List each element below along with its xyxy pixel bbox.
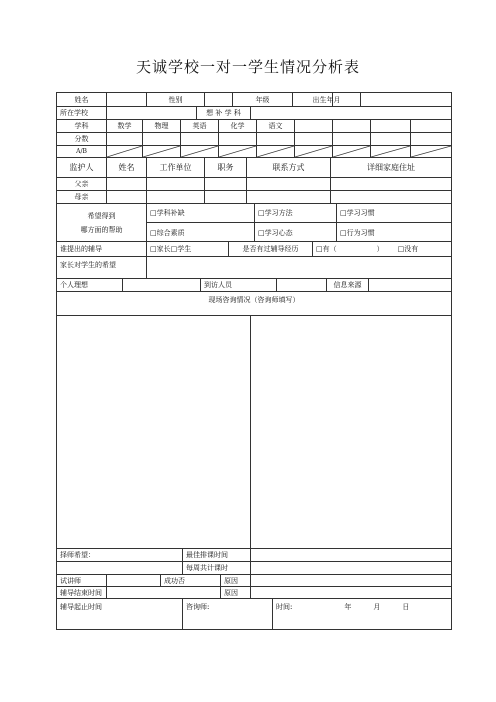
row-consult-header — [57, 292, 451, 316]
ab-cell-diagonal[interactable] — [257, 146, 295, 157]
label-subjects-wanted: 想 补 学 科 — [197, 107, 251, 119]
checkbox-study-mindset[interactable]: □学习心态 — [255, 223, 337, 242]
label-parent-hope: 家长对学生的希望 — [57, 257, 147, 278]
field-reason-1[interactable] — [251, 575, 451, 586]
label-reason-1: 原因 — [221, 575, 251, 586]
row-end-time — [57, 587, 451, 599]
date-block — [273, 599, 451, 629]
consult-header: 现场咨询情况（咨询师填写） — [208, 296, 300, 304]
score-cell[interactable] — [219, 133, 257, 145]
field-subjects-wanted[interactable] — [251, 107, 451, 119]
subject-physics: 物理 — [143, 120, 181, 132]
field-home-address[interactable] — [331, 178, 451, 204]
score-cell[interactable] — [371, 133, 411, 145]
subject-chemistry: 化学 — [219, 120, 257, 132]
checkbox-has-history[interactable]: □有（ — [316, 245, 337, 253]
checkbox-behavior-habit[interactable]: □行为习惯 — [340, 228, 375, 237]
label-consultant: 咨询师: — [183, 599, 273, 629]
label-month: 月 — [373, 603, 381, 611]
field-gender[interactable] — [205, 93, 233, 106]
score-cell[interactable] — [411, 133, 451, 145]
label-end-time: 辅导结束时间 — [57, 587, 107, 598]
row-score — [57, 133, 451, 146]
consult-notes-right[interactable] — [251, 316, 451, 548]
tutor-history-options — [313, 242, 451, 256]
row-tutor-proposal — [57, 242, 451, 257]
field-school[interactable] — [107, 107, 197, 119]
label-birth: 出生年月 — [293, 93, 361, 106]
field-mother-contact[interactable] — [247, 191, 331, 203]
row-ab — [57, 146, 451, 158]
label-gender: 性别 — [147, 93, 205, 106]
label-day: 日 — [402, 603, 410, 611]
label-who-proposed: 谁提出的辅导 — [57, 242, 147, 256]
consult-notes-left[interactable] — [57, 316, 250, 548]
label-ideal: 个人理想 — [57, 279, 123, 291]
field-teacher-hope[interactable] — [57, 562, 183, 574]
label-visitor: 到访人员 — [201, 279, 277, 291]
subject-math: 数学 — [107, 120, 143, 132]
ab-cell-diagonal[interactable] — [219, 146, 257, 157]
label-tutor-history: 是否有过辅导经历 — [229, 242, 313, 256]
label-contact: 联系方式 — [247, 158, 331, 177]
field-mother-work[interactable] — [147, 191, 205, 203]
label-home-address: 详细家庭住址 — [367, 163, 415, 172]
row-weekly-hours — [57, 562, 451, 575]
label-success: 成功否 — [161, 575, 221, 586]
subject-blank-2[interactable] — [333, 120, 371, 132]
subject-blank-3[interactable] — [371, 120, 411, 132]
label-reason-2: 原因 — [221, 587, 251, 598]
field-best-time[interactable] — [251, 549, 451, 561]
checkbox-study-method[interactable]: □学习方法 — [255, 204, 337, 222]
label-guardian-name: 姓名 — [107, 158, 147, 177]
label-guardian: 监护人 — [57, 158, 107, 177]
ab-cell-diagonal[interactable] — [107, 146, 143, 157]
field-father-contact[interactable] — [247, 178, 331, 190]
field-father-post[interactable] — [205, 178, 247, 190]
score-cell[interactable] — [257, 133, 295, 145]
field-trial-teacher[interactable] — [107, 575, 161, 586]
label-help-wanted-line2: 哪方面的帮助 — [80, 225, 123, 234]
row-basic-info — [57, 93, 451, 107]
label-ab: A/B — [57, 146, 107, 157]
label-grade: 年级 — [233, 93, 293, 106]
ab-cell-diagonal[interactable] — [143, 146, 181, 157]
row-help-wanted — [57, 204, 451, 242]
label-father: 父亲 — [57, 178, 107, 190]
score-cell[interactable] — [143, 133, 181, 145]
subject-blank-4[interactable] — [411, 120, 451, 132]
field-mother-name[interactable] — [107, 191, 147, 203]
label-time: 时间: — [276, 603, 293, 611]
field-father-name[interactable] — [107, 178, 147, 190]
label-subject: 学科 — [57, 120, 107, 132]
label-info-source: 信息来源 — [327, 279, 369, 291]
paren-close: ） — [376, 245, 384, 253]
field-info-source[interactable] — [369, 279, 451, 291]
score-cell[interactable] — [333, 133, 371, 145]
row-trial — [57, 575, 451, 587]
field-mother-post[interactable] — [205, 191, 247, 203]
score-cell[interactable] — [181, 133, 219, 145]
row-teacher-hope — [57, 549, 451, 562]
score-cell[interactable] — [295, 133, 333, 145]
row-guardian-header — [57, 158, 451, 178]
label-school: 所在学校 — [57, 107, 107, 119]
field-name[interactable] — [107, 93, 147, 106]
row-consult-notes — [57, 316, 451, 549]
field-ideal[interactable] — [123, 279, 201, 291]
label-weekly-hours: 每周共计课时 — [183, 562, 251, 574]
checkbox-subject-gap[interactable]: □学科补缺 — [147, 204, 255, 222]
ab-cell-diagonal[interactable] — [333, 146, 371, 157]
checkbox-parent-student[interactable]: □家长□学生 — [147, 242, 229, 256]
row-parent-hope — [57, 257, 451, 279]
checkbox-no-history[interactable]: □没有 — [397, 245, 419, 253]
label-best-time: 最佳排课时间 — [183, 549, 251, 561]
row-subjects — [57, 120, 451, 133]
field-weekly-hours[interactable] — [251, 562, 451, 574]
label-post: 职务 — [205, 158, 247, 177]
analysis-form-table — [56, 92, 452, 630]
label-period: 辅导起止时间 — [57, 599, 183, 629]
score-cell[interactable] — [107, 133, 143, 145]
row-school — [57, 107, 451, 120]
ab-cell-diagonal[interactable] — [295, 146, 333, 157]
ab-cell-diagonal[interactable] — [411, 146, 451, 157]
label-mother: 母亲 — [57, 191, 107, 203]
subject-blank-1[interactable] — [295, 120, 333, 132]
label-help-wanted-line1: 希望得到 — [87, 211, 116, 220]
field-end-time[interactable] — [107, 587, 221, 598]
ab-cell-diagonal[interactable] — [181, 146, 219, 157]
label-teacher-hope: 择师希望： — [57, 549, 183, 561]
field-reason-2[interactable] — [251, 587, 451, 598]
field-father-work[interactable] — [147, 178, 205, 190]
field-visitor[interactable] — [277, 279, 327, 291]
label-workplace: 工作单位 — [147, 158, 205, 177]
field-birth[interactable] — [361, 93, 451, 106]
label-score: 分数 — [57, 133, 107, 145]
ab-cell-diagonal[interactable] — [371, 146, 411, 157]
field-parent-hope[interactable] — [147, 257, 451, 278]
subject-chinese: 语文 — [257, 120, 295, 132]
subject-english: 英语 — [181, 120, 219, 132]
row-period — [57, 599, 451, 629]
row-ideal — [57, 279, 451, 292]
page-title: 天诚学校一对一学生情况分析表 — [135, 58, 360, 76]
label-year: 年 — [344, 603, 352, 611]
label-trial-teacher: 试讲师 — [57, 575, 107, 586]
label-help-wanted — [57, 204, 147, 241]
checkbox-study-habit[interactable]: □学习习惯 — [340, 209, 375, 217]
checkbox-overall-quality[interactable]: □综合素质 — [147, 223, 255, 242]
label-name: 姓名 — [57, 93, 107, 106]
